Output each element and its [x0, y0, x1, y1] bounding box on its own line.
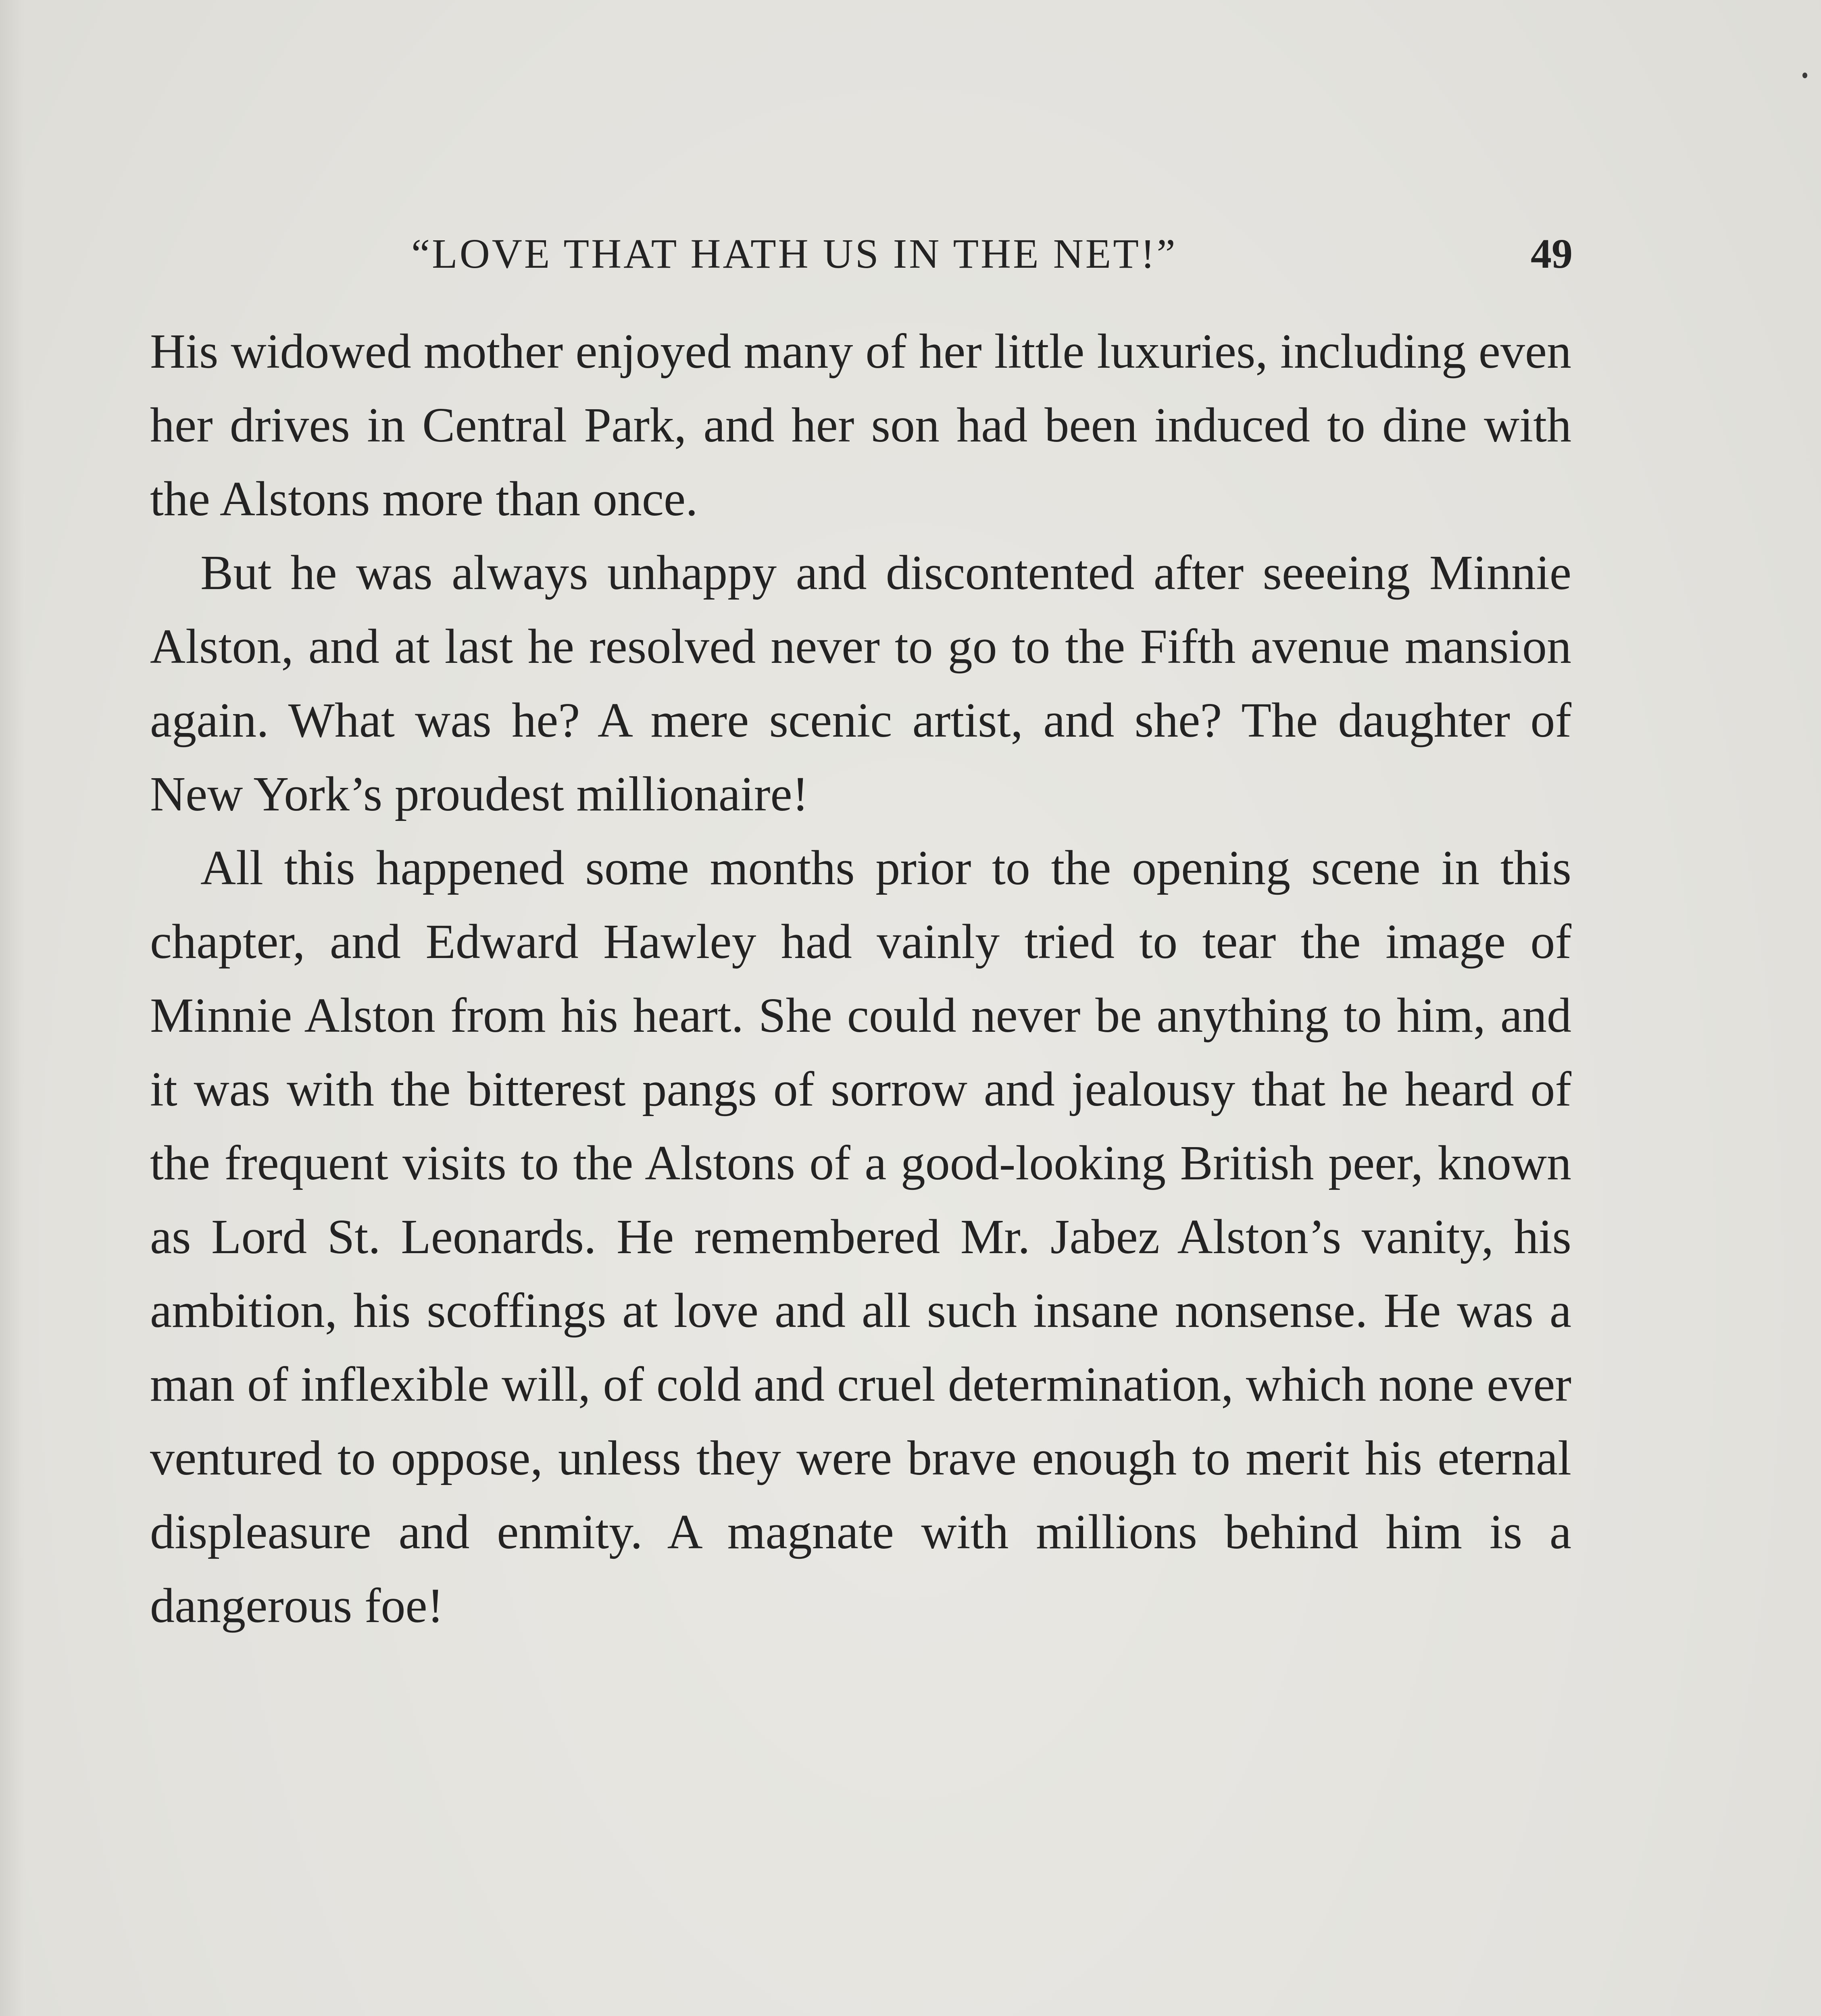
- page-edge-shadow: [0, 0, 24, 2016]
- paragraph: But he was always unhappy and discontented after seeeing Minnie Alston, and at last he resolved never to go to the Fifth avenue mansion again. What was he? A mere scenic artist, and she? The daughter of New York’s proudest millionaire!: [150, 546, 1571, 821]
- paragraph: All this happened some months prior to the opening scene in this chapter, and Edward Hawley had vainly tried to tear the image of Minnie Alston from his heart. She could never be anything to him, and it was with the bitterest pangs of sorrow and jealousy that he heard of the frequent visits to the Alstons of a good-looking British peer, known as Lord St. Leonards. He remembered Mr. Jabez Alston’s vanity, his ambition, his scoffings at love and all such insane nonsense. He was a man of inflexible will, of cold and cruel determination, which none ever ventured to oppose, unless they were brave enough to merit his eternal displeasure and enmity. A magnate with millions behind him is a dangerous foe!: [150, 841, 1571, 1633]
- dust-speck: [1802, 73, 1807, 78]
- body-text: [150, 314, 1571, 1643]
- page-number: 49: [1531, 231, 1573, 277]
- running-head: [149, 226, 1573, 282]
- paragraph: His widowed mother enjoyed many of her little luxuries, including even her drives in Central Park, and her son had been induced to dine with the Alstons more than once.: [150, 324, 1571, 526]
- chapter-title: “LOVE THAT HATH US IN THE NET!”: [411, 231, 1177, 277]
